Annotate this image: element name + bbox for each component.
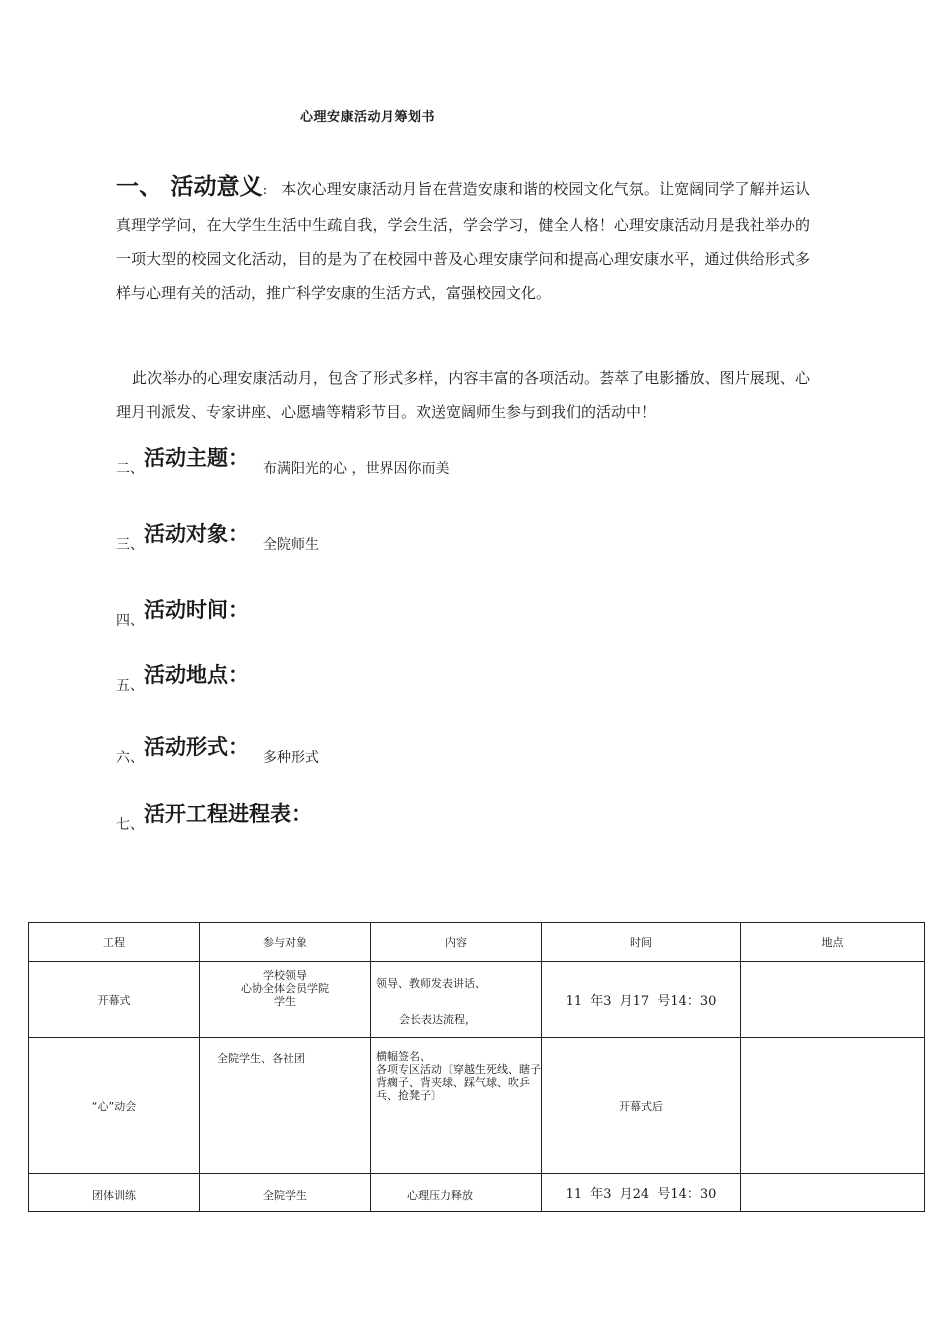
participant-line: 学生 xyxy=(274,995,296,1008)
cell-time xyxy=(542,1038,741,1174)
time-value: 11 年3 月17 号14：30 xyxy=(565,994,717,1009)
participant-line: 心协全体会员学院 xyxy=(241,982,329,995)
project-name: 开幕式 xyxy=(97,993,131,1007)
cell-participants xyxy=(200,962,371,1038)
section-number: 七、 xyxy=(116,817,144,833)
section-1-paragraph xyxy=(116,170,810,310)
header-project: 工程 xyxy=(29,923,200,962)
cell-location xyxy=(741,1174,925,1212)
section-heading: 活动形式： xyxy=(144,735,249,759)
section-number: 四、 xyxy=(116,613,144,629)
cell-content xyxy=(371,962,542,1038)
participant-line: 全院学生 xyxy=(263,1189,307,1202)
section-value: 布满阳光的心 ，世界因你而美 xyxy=(263,461,450,477)
section-1-colon: : xyxy=(262,183,268,198)
content-line: 乓、抢凳子〕 xyxy=(376,1089,442,1102)
header-content: 内容 xyxy=(371,923,542,962)
section-value: 全院师生 xyxy=(263,537,319,553)
cell-project xyxy=(29,1174,200,1212)
section-heading: 活动地点： xyxy=(144,663,249,687)
time-value: 开幕式后 xyxy=(619,1099,663,1113)
cell-time xyxy=(542,962,741,1038)
section-audience xyxy=(116,522,319,556)
schedule-table xyxy=(28,922,925,1212)
section-number: 三、 xyxy=(116,537,144,553)
content-line: 背瘸子、背夹球、踩气球、吹乒 xyxy=(376,1076,530,1089)
content-line: 心理压力释放 xyxy=(407,1189,473,1202)
header-location: 地点 xyxy=(741,923,925,962)
section-heading: 活动时间： xyxy=(144,598,249,622)
participant-line: 学校领导 xyxy=(263,969,307,982)
section-1-heading: 一、 活动意义 xyxy=(116,174,263,200)
project-name: “心”动会 xyxy=(91,1099,137,1113)
cell-participants xyxy=(200,1038,371,1174)
cell-content xyxy=(371,1038,542,1174)
cell-location xyxy=(741,962,925,1038)
cell-project xyxy=(29,1038,200,1174)
document-title: 心理安康活动月筹划书 xyxy=(300,110,436,125)
section-time xyxy=(116,598,263,632)
project-name: 团体训练 xyxy=(92,1189,136,1202)
content-line: 会长表达流程， xyxy=(399,1013,476,1026)
section-heading: 活动对象： xyxy=(144,522,249,546)
cell-project xyxy=(29,962,200,1038)
time-value: 11 年3 月24 号14：30 xyxy=(565,1187,717,1202)
section-schedule xyxy=(116,802,326,836)
section-1-text: 本次心理安康活动月旨在营造安康和谐的校园文化气氛。让宽阔同学了解并运认真理学学问，在大学生生活中生疏自我，学会生活，学会学习，健全人格！心理安康活动月是我社举办的一项大型的校园文化活动，目的是为了在校园中普及心理安康学问和提高心理安康水平，通过供给形式多样与心理有关的活动，推广科学安康的生活方式，富强校园文化。 xyxy=(116,180,810,302)
header-time: 时间 xyxy=(542,923,741,962)
content-line: 各项专区活动〔穿越生死线、瞎子 xyxy=(376,1063,541,1076)
participant-line: 全院学生、各社团 xyxy=(217,1052,305,1065)
cell-time xyxy=(542,1174,741,1212)
section-format xyxy=(116,735,319,769)
cell-location xyxy=(741,1038,925,1174)
cell-participants xyxy=(200,1174,371,1212)
section-theme xyxy=(116,446,450,480)
content-line: 领导、教师发表讲话、 xyxy=(376,977,486,990)
section-location xyxy=(116,663,263,697)
section-number: 六、 xyxy=(116,750,144,766)
section-heading: 活动主题： xyxy=(144,446,249,470)
cell-content xyxy=(371,1174,542,1212)
section-value: 多种形式 xyxy=(263,750,319,766)
section-number: 五、 xyxy=(116,678,144,694)
content-line: 横幅签名、 xyxy=(376,1050,431,1063)
table-row xyxy=(29,1038,925,1174)
section-1-paragraph-2: 此次举办的心理安康活动月，包含了形式多样，内容丰富的各项活动。荟萃了电影播放、图片展现、心理月刊派发、专家讲座、心愿墙等精彩节目。欢送宽阔师生参与到我们的活动中！ xyxy=(116,369,810,421)
table-row xyxy=(29,962,925,1038)
header-participants: 参与对象 xyxy=(200,923,371,962)
section-heading: 活开工程进程表： xyxy=(144,802,312,826)
section-number: 二、 xyxy=(116,461,144,477)
table-header-row xyxy=(29,923,925,962)
table-row xyxy=(29,1174,925,1212)
